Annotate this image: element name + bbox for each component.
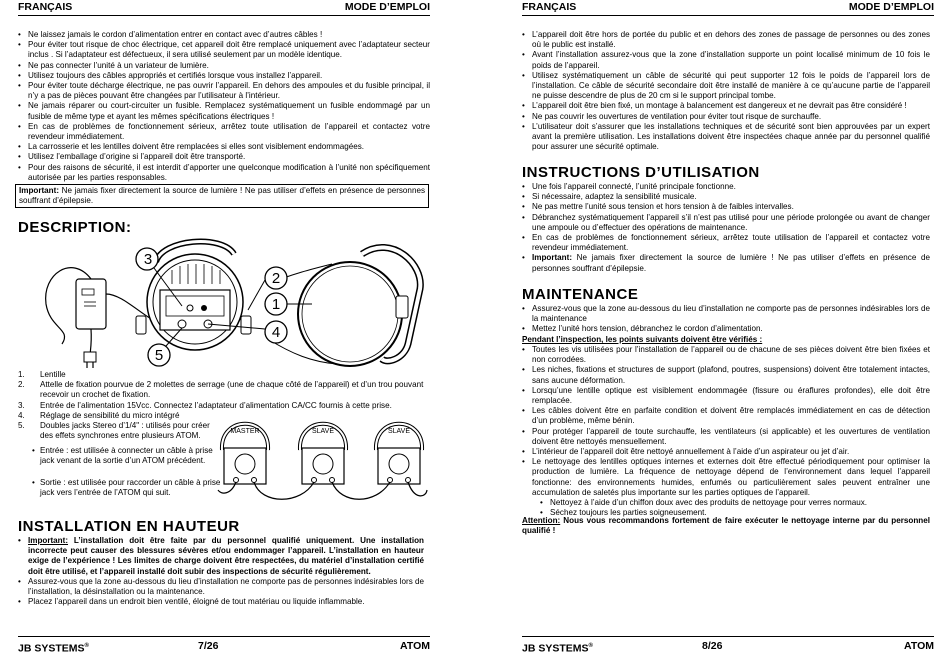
install-list: [18, 536, 424, 607]
list-item: • Pour éviter tout risque de choc électrique, cet appareil doit être remplacé uniquement avec l’adaptateur secteur inclus . Si l’adaptateur est défectueux, il sera utilisé seulement par un modèle identique.: [18, 40, 430, 60]
footer-brand: JB SYSTEMS®: [522, 642, 593, 655]
footer-model: ATOM: [400, 640, 430, 652]
master-label: MASTER: [230, 428, 260, 435]
install-title: INSTALLATION EN HAUTEUR: [18, 518, 240, 535]
header-language: FRANÇAIS: [522, 1, 577, 13]
list-item: • Mettez l’unité hors tension, débranchez le cordon d’alimentation.: [522, 324, 930, 334]
important-warning-box: [15, 184, 429, 208]
attention-note: Attention: Nous vous recommandons fortement de faire exécuter le nettoyage interne par du personnel qualifié !: [522, 516, 930, 536]
callout-label-3: 3: [143, 251, 153, 268]
list-item: • Pour protéger l’appareil de toute surchauffe, les ventilateurs (si applicable) et les ouvertures de ventilation doivent être nettoyés mensuellement.: [522, 427, 930, 447]
list-item: • Ne pas mettre l’unité sous tension et hors tension à de faibles intervalles.: [522, 202, 930, 212]
list-item: • Ne pas couvrir les ouvertures de ventilation pour éviter tout risque de surchauffe.: [522, 112, 930, 122]
list-item: • L’intérieur de l’appareil doit être nettoyé annuellement à l’aide d’un aspirateur ou jet d’air.: [522, 447, 930, 457]
list-item: • L’appareil doit être hors de portée du public et en dehors des zones de passage de personnes ou des zones où le public est installé.: [522, 30, 930, 50]
maintenance-title: MAINTENANCE: [522, 286, 639, 303]
maintenance-list: [522, 304, 930, 335]
important-label: Important:: [19, 186, 60, 195]
product-diagram: [32, 234, 432, 369]
callout-label-1: 1: [271, 296, 281, 313]
list-item: • Assurez-vous que la zone au-dessous du lieu d’installation ne comporte pas de personnes indésirables lors de l’installation, la désinstallation ou la maintenance.: [18, 577, 424, 597]
callout-label-5: 5: [154, 347, 164, 364]
list-item: 4. Réglage de sensibilité du micro intégré: [18, 410, 180, 420]
list-item: • Débranchez systématiquement l’appareil s’il n’est pas utilisé pour une période prolongée ou avant de changer une ampoule ou d’effectuer des opérations de maintenance.: [522, 213, 930, 233]
list-item: • Séchez toujours les parties soigneusement.: [540, 508, 930, 518]
list-item: • En cas de problèmes de fonctionnement sérieux, arrêtez toute utilisation de l’appareil et contactez votre revendeur immédiatement.: [18, 122, 430, 142]
page-number: 8/26: [702, 640, 723, 652]
list-item: • L’utilisateur doit s’assurer que les installations techniques et de sécurité sont bien approuvées par un expert avant la première utilisation. Les installations doivent être inspectées chaque année par du personnel qualifié pour assurer une sécurité optimale.: [522, 122, 930, 153]
header-title: MODE D’EMPLOI: [848, 1, 934, 13]
output-jack-description: • Sortie : est utilisée pour raccorder un câble à prise jack vers l’entrée de l’ATOM qui suit.: [18, 478, 224, 498]
list-item: • Les câbles doivent être en parfaite condition et doivent être remplacés immédiatement en cas de détection d’un problème, même bénin.: [522, 406, 930, 426]
slave-label: SLAVE: [311, 428, 335, 435]
list-item: • Assurez-vous que la zone au-dessous du lieu d’installation ne comporte pas de personnes indésirables lors de la maintenance: [522, 304, 930, 324]
footer-model: ATOM: [904, 640, 934, 652]
list-item: • Le nettoyage des lentilles optiques internes et externes doit être effectué périodiquement pour optimiser la production de lumière. La fréquence de nettoyage dépend de l’environnement dans lequel l’appareil fonctionne: des environnements humides, enfumés ou particulièrement sales peuvent entraîner une accumulation de saletés plus importante sur les parties optiques de l’appareil.: [522, 457, 930, 498]
list-item: • Pour des raisons de sécurité, il est interdit d’apporter une quelconque modification à l’unité non spécifiquement autorisée par les parties responsables.: [18, 163, 430, 183]
list-item: • Toutes les vis utilisées pour l’installation de l’appareil ou de chacune de ses pièces doivent être bien fixées et non corrodées.: [522, 345, 930, 365]
list-item: • En cas de problèmes de fonctionnement sérieux, arrêtez toute utilisation de l’appareil et contactez votre revendeur immédiatement.: [522, 233, 930, 253]
list-item: • Avant l’installation assurez-vous que la zone d’installation supporte un point localisé minimum de 10 fois le poids de l’appareil.: [522, 50, 930, 70]
page-header: [522, 0, 934, 16]
inspection-list: [522, 345, 930, 518]
safety-list: [18, 30, 430, 183]
list-item: 5. Doubles jacks Stereo d’1/4" : utilisés pour créer des effets synchrones entre plusieurs ATOM.: [18, 421, 210, 441]
list-item: • Pour éviter toute décharge électrique, ne pas ouvrir l’appareil. En dehors des ampoules et du fusible principal, il n’y a pas de pièces pouvant être changées par l’utilisateur à l’intérieur.: [18, 81, 430, 101]
usage-title: INSTRUCTIONS D’UTILISATION: [522, 164, 760, 181]
page-footer: [522, 636, 934, 655]
important-text: Ne jamais fixer directement la source de lumière ! Ne pas utiliser d’effets en présence de personnes souffrant d’épilepsie.: [19, 186, 425, 206]
left-page: [18, 0, 430, 654]
install-list-continued: [522, 30, 930, 152]
list-item: • Une fois l’appareil connecté, l’unité principale fonctionne.: [522, 182, 930, 192]
list-item: • Placez l’appareil dans un endroit bien ventilé, éloigné de tout matériau ou liquide inflammable.: [18, 597, 424, 607]
list-item: • Si nécessaire, adaptez la sensibilité musicale.: [522, 192, 930, 202]
list-item: • La carrosserie et les lentilles doivent être remplacées si elles sont visiblement endommagées.: [18, 142, 430, 152]
page-number: 7/26: [198, 640, 219, 652]
list-item: • Lorsqu’une lentille optique est visiblement endommagée (fissure ou éraflures profondes), elle doit être remplacée.: [522, 386, 930, 406]
header-title: MODE D’EMPLOI: [344, 1, 430, 13]
daisy-chain-diagram: [216, 410, 428, 510]
footer-brand: JB SYSTEMS®: [18, 642, 89, 655]
description-title: DESCRIPTION:: [18, 219, 132, 236]
input-jack-description: • Entrée : est utilisée à connecter un câble à prise jack venant de la sortie d’un ATOM précédent.: [18, 446, 224, 466]
list-item: • Utilisez toujours des câbles appropriés et certifiés lorsque vous installez l’appareil.: [18, 71, 430, 81]
list-item: • Important: Ne jamais fixer directement la source de lumière ! Ne pas utiliser d’effets en présence de personnes souffrant d’épilepsie.: [522, 253, 930, 273]
header-language: FRANÇAIS: [18, 1, 73, 13]
right-page: [522, 0, 934, 654]
list-item: • Les niches, fixations et structures de support (plafond, poutres, suspensions) doivent être totalement intactes, sans aucune déformation.: [522, 365, 930, 385]
list-item: 2. Attelle de fixation pourvue de 2 molettes de serrage (une de chaque côté de l’appareil) et d’un trou pouvant recevoir un crochet de fixation.: [18, 380, 424, 400]
inspection-heading: Pendant l’inspection, les points suivants doivent être vérifiés :: [522, 335, 763, 344]
slave-label: SLAVE: [387, 428, 411, 435]
callout-label-2: 2: [271, 270, 281, 287]
list-item: • L’appareil doit être bien fixé, un montage à balancement est dangereux et ne devrait pas être considéré !: [522, 101, 930, 111]
list-item: 3. Entrée de l’alimentation 15Vcc. Connectez l’adaptateur d’alimentation CA/CC fournis à cette prise.: [18, 400, 392, 410]
list-item: • Important: L’installation doit être faite par du personnel qualifié uniquement. Une installation incorrecte peut causer des blessures sévères et/ou endommager l’appareil. L’installation en hauteur exige de l’expérience ! Les limites de charge doivent être respectées, du matériel d’installation certifié doit être utilisé, et l’appareil installé doit subir des inspections de sécurité régulièrement.: [18, 536, 424, 577]
list-item: • Ne pas connecter l’unité à un variateur de lumière.: [18, 61, 430, 71]
list-item: • Nettoyez à l’aide d’un chiffon doux avec des produits de nettoyage pour verres normaux.: [540, 498, 930, 508]
list-item: • Utilisez l’emballage d’origine si l’appareil doit être transporté.: [18, 152, 430, 162]
list-item: • Utilisez systématiquement un câble de sécurité qui peut supporter 12 fois le poids de l’appareil lors de l’installation. Ce câble de sécurité secondaire doit être installé de manière à ce qu’aucune partie de l’appareil ne puisse descendre de plus de 20 cm si le support principal tombe.: [522, 71, 930, 102]
page-header: [18, 0, 430, 16]
page-footer: [18, 636, 430, 655]
usage-list: [522, 182, 930, 274]
list-item: • Ne laissez jamais le cordon d’alimentation entrer en contact avec d’autres câbles !: [18, 30, 430, 40]
list-item: • Ne jamais réparer ou court-circuiter un fusible. Remplacez systématiquement un fusible endommagé par un fusible de même type et ayant les mêmes spécifications électriques !: [18, 101, 430, 121]
callout-label-4: 4: [271, 324, 281, 341]
unit-front-view-illustration: [268, 247, 420, 366]
list-item: 1. Lentille: [18, 370, 66, 379]
